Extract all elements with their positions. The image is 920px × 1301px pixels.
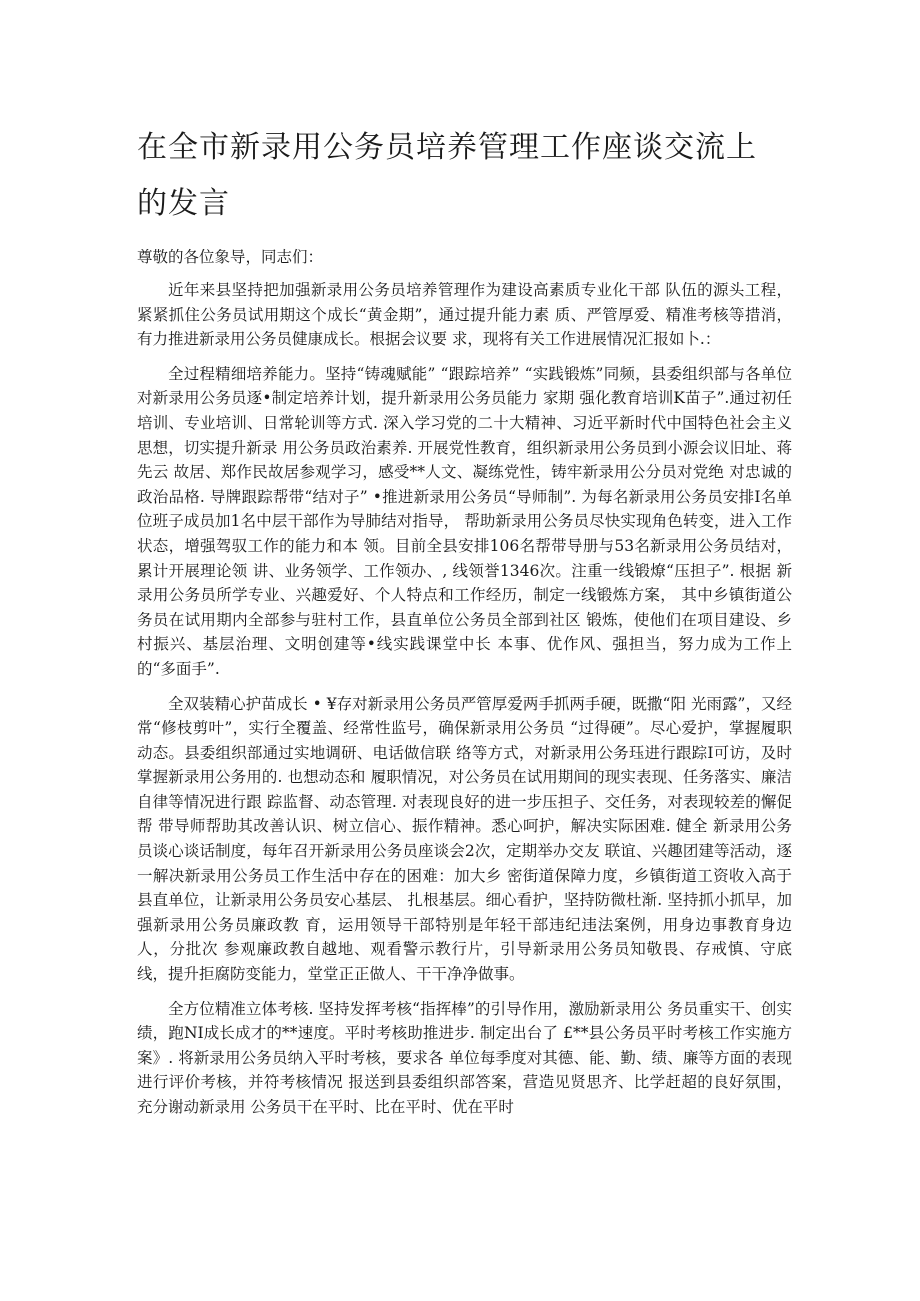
paragraph-training: 全过程精细培养能力。坚持“铸魂赋能” “跟踪培养” “实践锻炼”同频，县委组织部与各单位对新录用公务员逐•制定培养计划，提升新录用公务员能力 家期 强化教育培训K苗子”.通过初任培训、专业培训、日常轮训等方式. 深入学习党的二十大精神、习近平新时代中国特色社会主义思想，切实提升新录 用公务员政治素养. 开展党性教育，组织新录用公务员到小源会议旧址、蒋先云 故居、郑作民故居参观学习，感受**人文、凝练党性，铸牢新录用公分员对党绝 对忠诚的政治品格. 导牌跟踪帮带“结对子” •推进新录用公务员“导师制”. 为每名新录用公务员安排I名单位班子成员加1名中层干部作为导肺结对指导， 帮助新录用公务员尽快实现角色转变，进入工作状态，增强驾驭工作的能力和本 领。目前全县安排106名帮带导册与53名新录用公务员结对，累计开展理论领 讲、业务领学、工作领办、, 线领誉1346次。注重一线锻燎“压担子”. 根据 新录用公务员所学专业、兴趣爱好、个人特点和工作经历，制定一线锻炼方案， 其中乡镇街道公务员在试用期内全部参与驻村工作，县直单位公务员全部到社区 锻炼，使他们在项目建设、乡村振兴、基层治理、文明创建等•线实践课堂中长 本事、优作风、强担当，努力成为工作上的“多面手”. bbox=[137, 364, 792, 678]
paragraph-intro: 近年来县坚持把加强新录用公务员培养管理作为建设高素质专业化干部 队伍的源头工程，紧紧抓住公务员试用期这个成长“黄金期”，通过提升能力素 质、严管厚爱、精准考核等措消，有力推进新录用公务员健康成长。根据会议要 求，现将有关工作进展情况汇报如卜.： bbox=[137, 281, 792, 349]
paragraph-assessment: 全方位精准立体考核. 坚持发挥考核“指挥棒”的引导作用，激励新录用公 务员重实干、创实绩，跑NI成长成才的**速度。平时考核助推进步. 制定出台了 £**县公务员平时考核工作实施方案》. 将新录用公务员纳入平时考核，要求各 单位每季度对其德、能、勤、绩、廉等方面的表现进行评价考核，并符考核情况 报送到县委组织部答案，营造见贤思齐、比学赶超的良好氛围，充分谢动新录用 公务员干在平时、比在平时、优在平时 bbox=[137, 999, 792, 1116]
paragraph-care: 全双装精心护苗成长 • ¥存对新录用公务员严管厚爱两手抓两手硬，既撒“阳 光雨露”，又经常“修枝剪叶”，实行全覆盖、经常性监号，确保新录用公务员 “过得硬”。尽心爱护，掌握履职动态。县委组织部通过实地调研、电话做信联 络等方式，对新录用公务珏进行跟踪I可访，及时掌握新录用公务用的. 也想动态和 履职情况，对公务员在试用期间的现实表现、任务落实、廉洁自律等情况进行跟 踪监督、动态管理. 对表现良好的进一步压担子、交任务，对表现较差的懈促帮 带导师帮助其改善认识、树立信心、振作精神。悉心呵护，解决实际困难. 健全 新录用公务员谈心谈话制度，每年召开新录用公务员座谈会2次，定期举办交友 联谊、兴趣团建等活动，逐一解决新录用公务员工作生活中存在的困难：加大乡 密街道保障力度，乡镇街道工资收入高于县直单位，让新录用公务员安心基层、 扎根基层。细心看护，坚持防微杜渐. 坚持抓小抓早，加强新录用公务员廉政教 育，运用领导干部特别是年轻干部违纪违法案例，用身边事教育身边人，分批次 参观廉政教自越地、观看警示教行片，引导新录用公务员知敬畏、存戒慎、守底 线，提升拒腐防变能力，堂堂正正做人、干干净净做事。 bbox=[137, 694, 792, 984]
salutation: 尊敬的各位象导，同志们： bbox=[137, 248, 324, 266]
document-title: 在全市新录用公务员培养管理工作座谈交流上的发言 bbox=[137, 130, 757, 221]
